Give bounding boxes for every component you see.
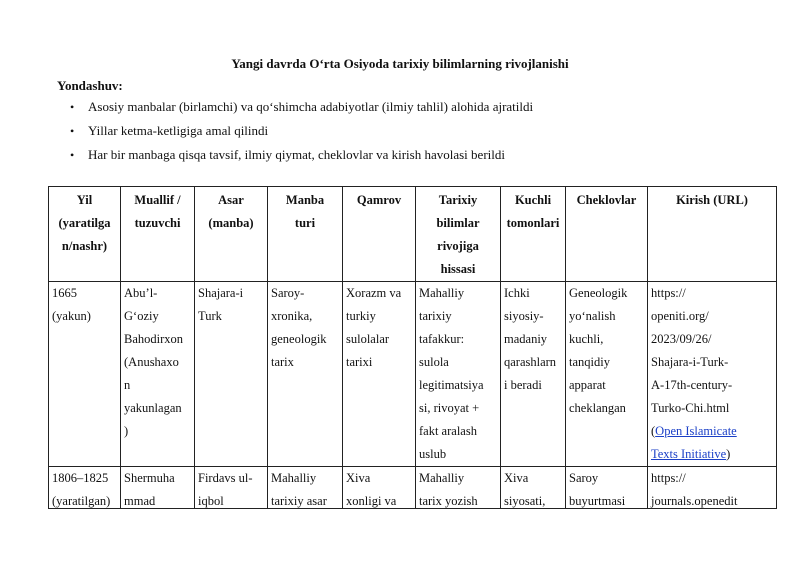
header-limitations: Cheklovlar [566, 187, 648, 282]
cell-author: Shermuha mmad [121, 467, 195, 510]
header-work: Asar (manba) [195, 187, 268, 282]
bullet-icon: • [70, 124, 75, 138]
sources-table-container [46, 184, 780, 509]
header-source-type: Manba turi [268, 187, 343, 282]
header-author: Muallif / tuzuvchi [121, 187, 195, 282]
table-header-row [49, 187, 777, 282]
document-title: Yangi davrda O‘rta Osiyoda tarixiy bilimlarning rivojlanishi [231, 56, 569, 71]
approach-bullet-list [70, 98, 533, 170]
bullet-text: Asosiy manbalar (birlamchi) va qo‘shimcha adabiyotlar (ilmiy tahlil) alohida ajratildi [88, 99, 534, 114]
cell-limitations: Geneologik yo‘nalish kuchli, tanqidiy apparat cheklangan [566, 282, 648, 467]
url-tail: ) [726, 447, 731, 461]
header-strengths: Kuchli tomonlari [501, 187, 566, 282]
sources-table [48, 186, 777, 509]
header-url: Kirish (URL) [648, 187, 777, 282]
cell-limitations: Saroy buyurtmasi [566, 467, 648, 510]
cell-scope: Xorazm va turkiy sulolalar tarixi [343, 282, 416, 467]
header-scope: Qamrov [343, 187, 416, 282]
approach-label: Yondashuv: [57, 78, 123, 93]
bullet-text: Yillar ketma-ketligiga amal qilindi [88, 123, 269, 138]
bullet-icon: • [70, 100, 75, 114]
cell-contribution: Mahalliy tarixiy tafakkur: sulola legitimatsiya si, rivoyat + fakt aralash uslub [416, 282, 501, 467]
cell-strengths: Xiva siyosati, [501, 467, 566, 510]
cell-strengths: Ichki siyosiy- madaniy qarashlarn i beradi [501, 282, 566, 467]
cell-source-type: Saroy- xronika, geneologik tarix [268, 282, 343, 467]
cell-author: Abu’l- G‘oziy Bahodirxon (Anushaxo n yakunlagan ) [121, 282, 195, 467]
header-contribution: Tarixiy bilimlar rivojiga hissasi [416, 187, 501, 282]
cell-url [648, 467, 777, 510]
cell-source-type: Mahalliy tarixiy asar [268, 467, 343, 510]
url-text: https:// journals.openedit [651, 471, 738, 508]
cell-year: 1665 (yakun) [49, 282, 121, 467]
cell-work: Firdavs ul- iqbol [195, 467, 268, 510]
cell-work: Shajara-i Turk [195, 282, 268, 467]
cell-url [648, 282, 777, 467]
bullet-item [70, 146, 533, 170]
header-year: Yil (yaratilga n/nashr) [49, 187, 121, 282]
bullet-item [70, 122, 533, 146]
table-bottom-border [48, 508, 777, 509]
url-text: https:// openiti.org/ 2023/09/26/ Shajara-i-Turk- A-17th-century- Turko-Chi.html ( [651, 286, 733, 438]
table-row [49, 467, 777, 510]
cell-scope: Xiva xonligi va [343, 467, 416, 510]
source-link[interactable]: Open Islamicate Texts Initiative [651, 424, 737, 461]
table-row [49, 282, 777, 467]
cell-year: 1806–1825 (yaratilgan) [49, 467, 121, 510]
bullet-text: Har bir manbaga qisqa tavsif, ilmiy qiymat, cheklovlar va kirish havolasi berildi [88, 147, 505, 162]
bullet-icon: • [70, 148, 75, 162]
bullet-item [70, 98, 533, 122]
cell-contribution: Mahalliy tarix yozish [416, 467, 501, 510]
